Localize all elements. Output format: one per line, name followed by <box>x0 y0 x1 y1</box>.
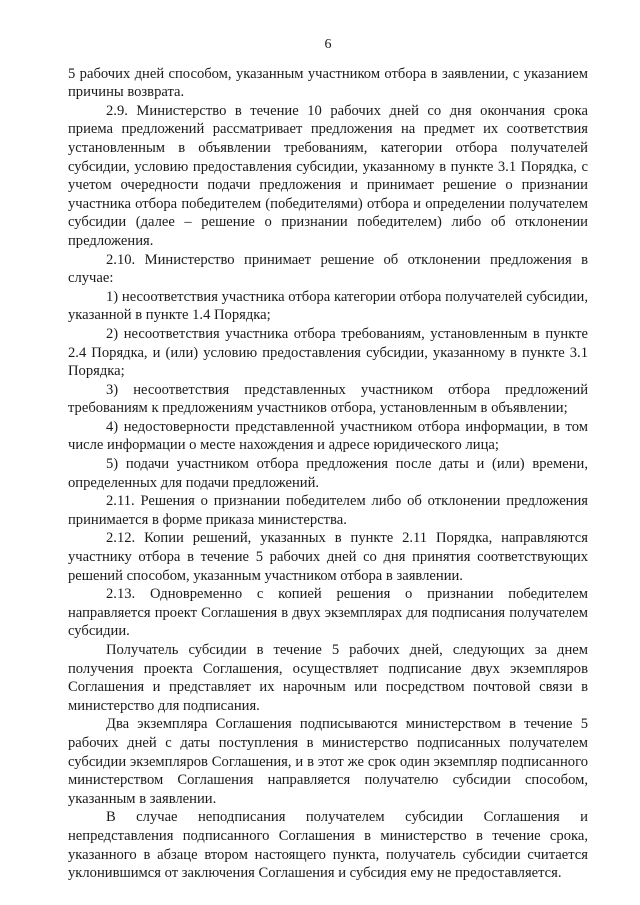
page-number: 6 <box>324 37 332 52</box>
document-body <box>68 65 588 883</box>
paragraph: 2.9. Министерство в течение 10 рабочих дней со дня окончания срока приема предложений рассматривает предложения на предмет их соответствия установленным в объявлении требованиям, категории отбора получателей субсидии, условию предоставления субсидии, указанному в пункте 3.1 Порядка, с учетом очередности подачи предложения и принимает решение о признании участника отбора победителем (победителями) отбора и определении получателем субсидии (далее – решение о признании победителем) либо об отклонении предложения. <box>68 102 588 249</box>
paragraph: 2.10. Министерство принимает решение об отклонении предложения в случае: <box>68 251 588 287</box>
paragraph: Два экземпляра Соглашения подписываются министерством в течение 5 рабочих дней с даты поступления в министерство подписанных получателем субсидии экземпляров Соглашения, и в этот же срок один экземпляр подписанного министерством Соглашения направляется получателю субсидии способом, указанным в заявлении. <box>68 716 588 807</box>
paragraph: 3) несоответствия представленных участником отбора предложений требованиям к предложениям участников отбора, установленным в объявлении; <box>68 381 588 417</box>
paragraph: 2.13. Одновременно с копией решения о признании победителем направляется проект Соглашения в двух экземплярах для подписания получателем субсидии. <box>68 586 588 640</box>
paragraph: 2.11. Решения о признании победителем либо об отклонении предложения принимается в форме приказа министерства. <box>68 493 588 528</box>
paragraph: 2) несоответствия участника отбора требованиям, установленным в пункте 2.4 Порядка, и (или) условию предоставления субсидии, указанному в пункте 3.1 Порядка; <box>68 325 588 380</box>
paragraph: 4) недостоверности представленной участником отбора информации, в том числе информации о месте нахождения и адресе юридического лица; <box>68 418 588 454</box>
paragraph: 2.12. Копии решений, указанных в пункте 2.11 Порядка, направляются участнику отбора в течение 5 рабочих дней со дня принятия соответствующих решений способом, указанным участником отбора в заявлении. <box>68 530 588 584</box>
paragraph: 5 рабочих дней способом, указанным участником отбора в заявлении, с указанием причины возврата. <box>68 65 588 101</box>
paragraph: Получатель субсидии в течение 5 рабочих дней, следующих за днем получения проекта Соглашения, осуществляет подписание двух экземпляров Соглашения и представляет их нарочным или посредством почтовой связи в министерство для подписания. <box>68 642 588 714</box>
paragraph: 5) подачи участником отбора предложения после даты и (или) времени, определенных для подачи предложений. <box>68 456 588 491</box>
paragraph: В случае неподписания получателем субсидии Соглашения и непредставления подписанного Соглашения в министерство в течение срока, указанного в абзаце втором настоящего пункта, получатель субсидии считается уклонившимся от заключения Соглашения и субсидия ему не предоставляется. <box>68 809 588 882</box>
paragraph: 1) несоответствия участника отбора категории отбора получателей субсидии, указанной в пункте 1.4 Порядка; <box>68 288 588 324</box>
